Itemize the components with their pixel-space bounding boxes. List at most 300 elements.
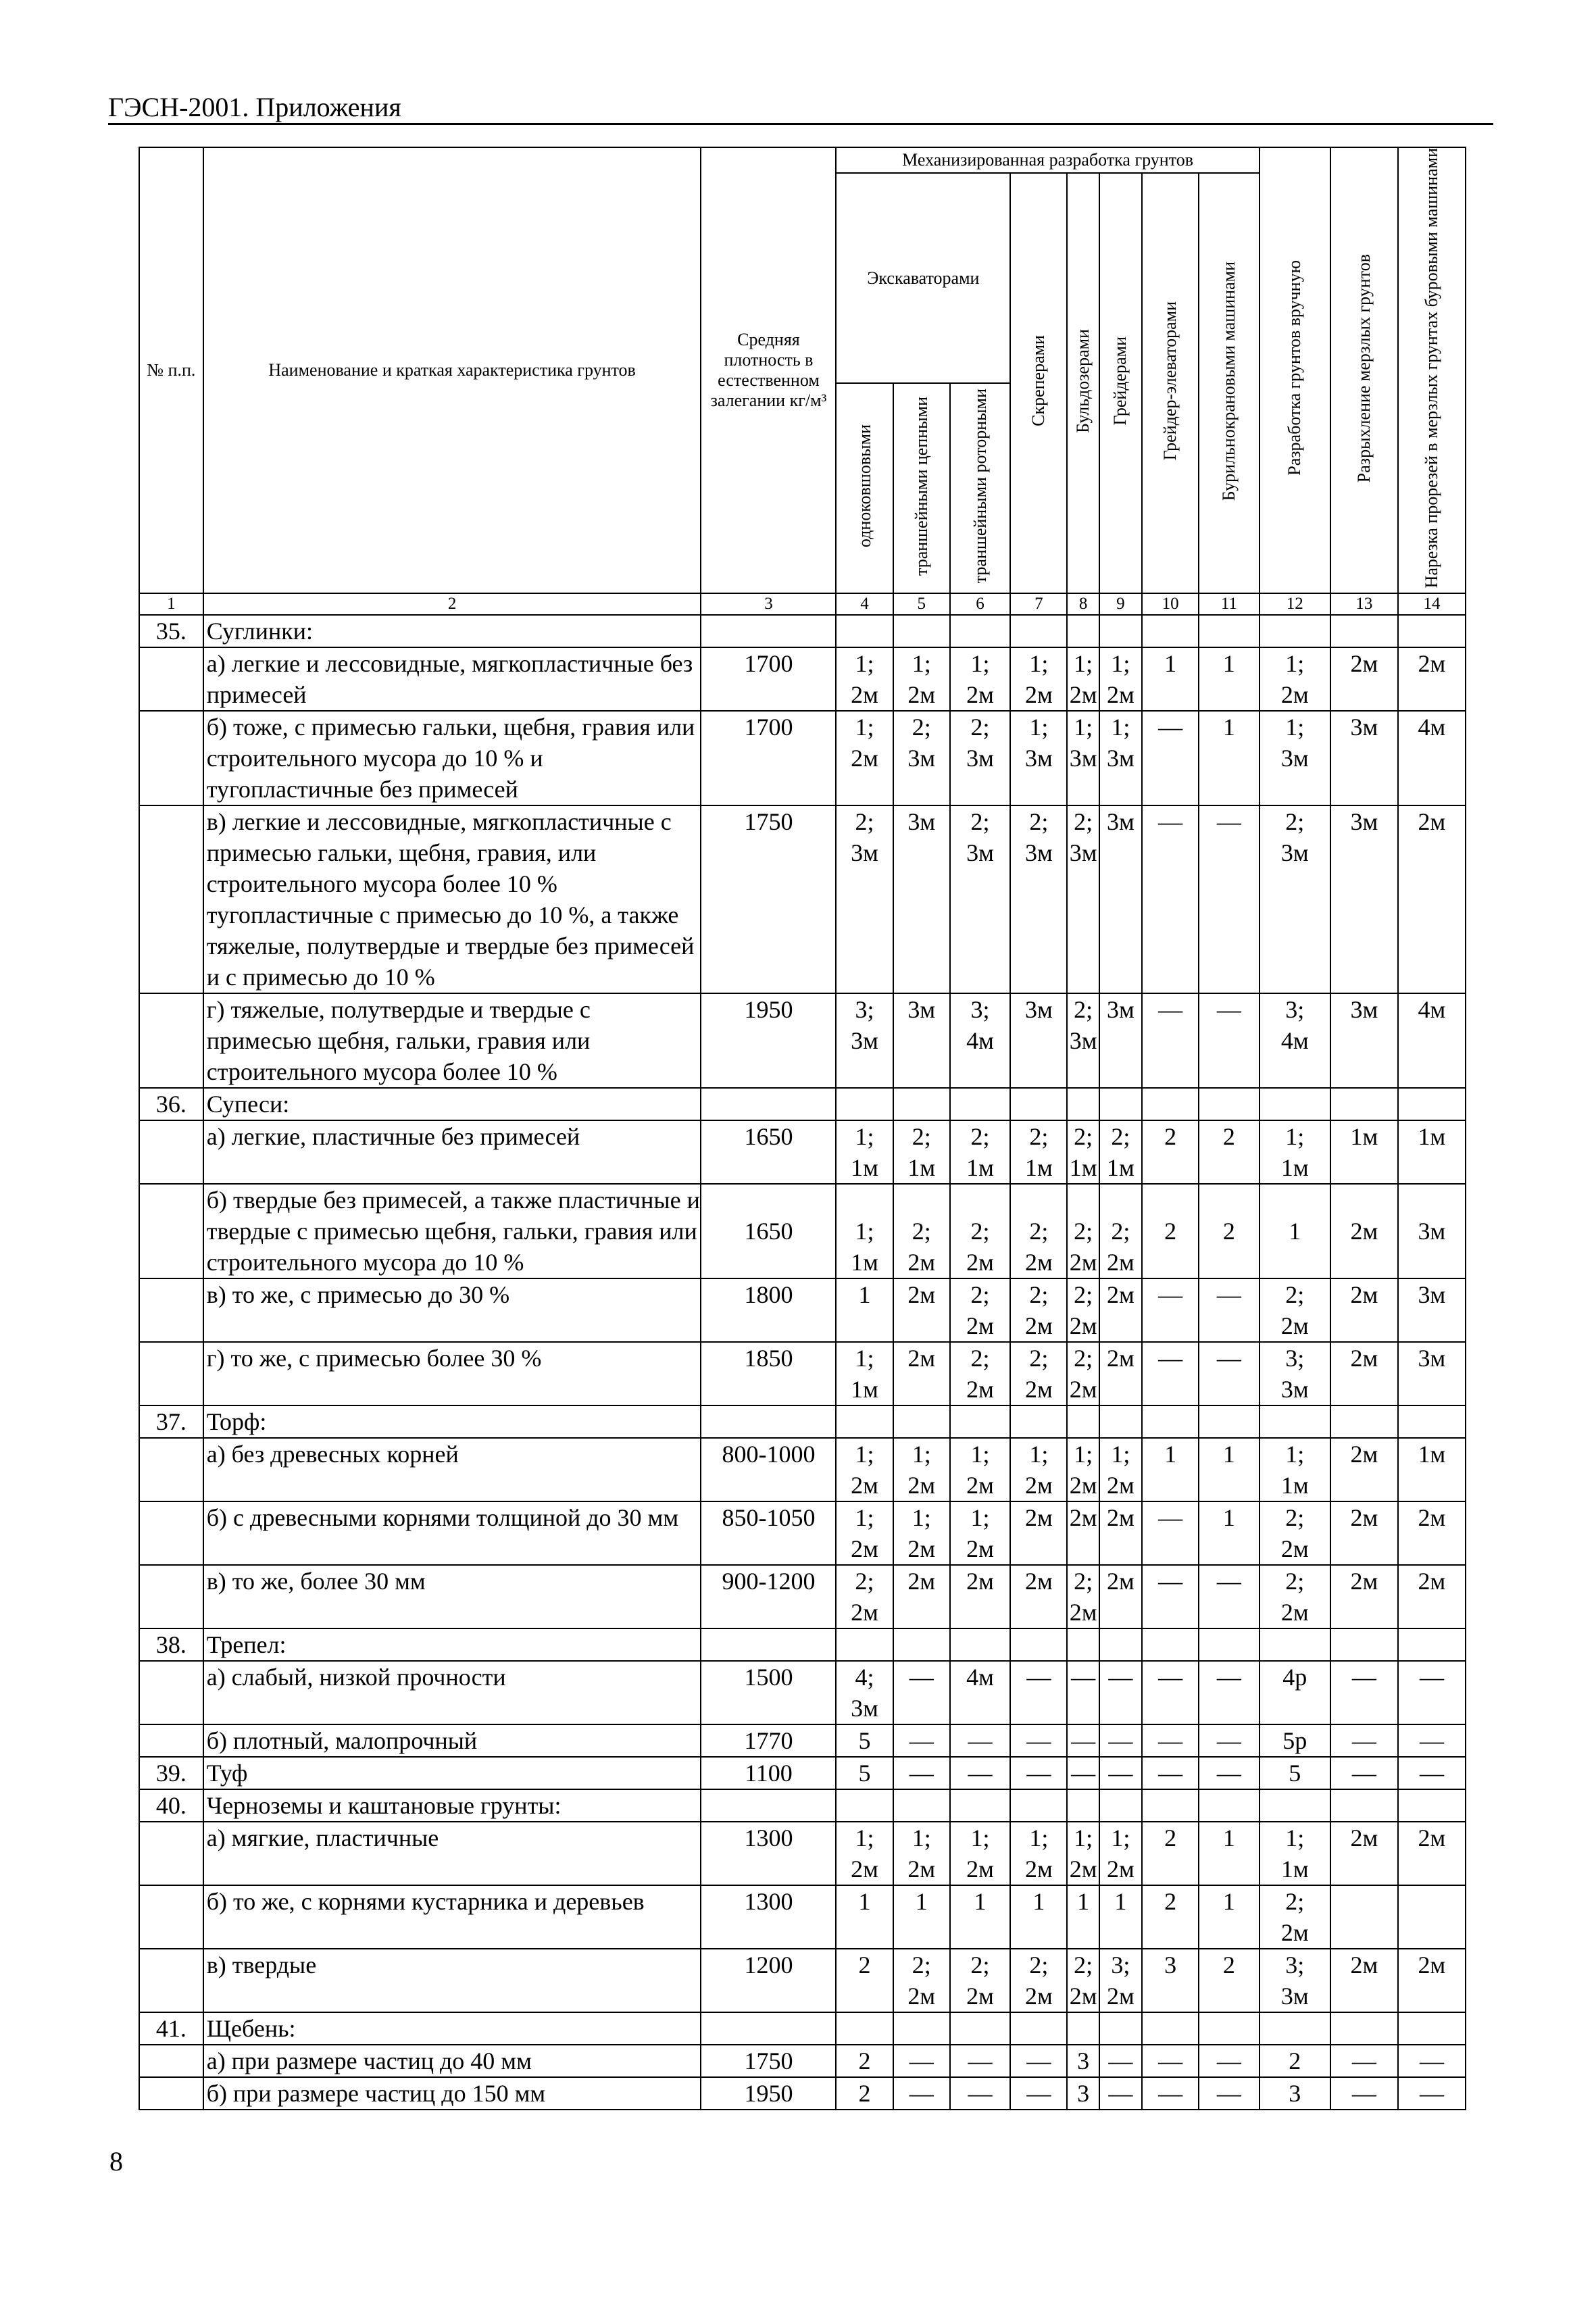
category-cell: 1; 3м: [1260, 711, 1330, 805]
category-cell: [1099, 1628, 1142, 1661]
category-cell: [1010, 1405, 1067, 1438]
category-cell: 3; 2м: [1099, 1949, 1142, 2012]
category-cell: —: [1330, 2077, 1398, 2110]
category-cell: [836, 1789, 893, 1822]
category-cell: [1398, 1628, 1466, 1661]
table-row: [139, 1342, 1466, 1405]
soil-description: Черноземы и каштановые грунты:: [203, 1789, 701, 1822]
category-cell: 3м: [1099, 993, 1142, 1088]
category-cell: [1260, 2012, 1330, 2045]
row-number: 39.: [139, 1757, 203, 1789]
category-cell: —: [1199, 2077, 1259, 2110]
category-cell: 3м: [1398, 1278, 1466, 1342]
category-cell: —: [893, 2077, 950, 2110]
row-number: [139, 1661, 203, 1724]
column-number: 11: [1199, 593, 1259, 615]
category-cell: 1; 2м: [1010, 1822, 1067, 1885]
category-cell: —: [1398, 1661, 1466, 1724]
category-cell: [836, 615, 893, 647]
density-value: 1500: [701, 1661, 836, 1724]
row-number: [139, 2045, 203, 2077]
row-number: [139, 1724, 203, 1757]
category-cell: 2; 2м: [893, 1184, 950, 1278]
category-cell: [1142, 2012, 1199, 2045]
soil-description: а) мягкие, пластичные: [203, 1822, 701, 1885]
column-number: 10: [1142, 593, 1199, 615]
category-cell: —: [1142, 1724, 1199, 1757]
category-cell: —: [1142, 1501, 1199, 1565]
category-cell: 1; 2м: [1010, 647, 1067, 711]
soil-description: б) твердые без примесей, а также пластичные и твердые с примесью щебня, гальки, гравия или строительного мусора до 10 %: [203, 1184, 701, 1278]
row-number: [139, 1438, 203, 1501]
category-cell: 2; 2м: [1010, 1949, 1067, 2012]
category-cell: [1099, 1088, 1142, 1120]
category-cell: [950, 1789, 1010, 1822]
density-value: 1650: [701, 1120, 836, 1184]
density-value: 1700: [701, 647, 836, 711]
density-value: [701, 615, 836, 647]
row-number: [139, 1120, 203, 1184]
category-cell: 1; 2м: [1067, 1822, 1099, 1885]
category-cell: 5р: [1260, 1724, 1330, 1757]
category-cell: 2; 2м: [950, 1278, 1010, 1342]
category-cell: 1; 2м: [836, 647, 893, 711]
category-cell: 4; 3м: [836, 1661, 893, 1724]
density-value: 1750: [701, 2045, 836, 2077]
category-cell: 3м: [893, 805, 950, 993]
category-cell: [1199, 2012, 1259, 2045]
category-cell: 1; 2м: [1067, 1438, 1099, 1501]
category-cell: —: [950, 1724, 1010, 1757]
density-value: 1300: [701, 1885, 836, 1949]
category-cell: 2; 2м: [1067, 1278, 1099, 1342]
category-cell: —: [1099, 2045, 1142, 2077]
category-cell: [1142, 615, 1199, 647]
category-cell: 2м: [1099, 1565, 1142, 1628]
category-cell: 3м: [893, 993, 950, 1088]
category-cell: 3м: [1398, 1342, 1466, 1405]
category-cell: 1м: [1330, 1120, 1398, 1184]
density-value: 1850: [701, 1342, 836, 1405]
category-cell: 1: [1199, 647, 1259, 711]
column-number: 9: [1099, 593, 1142, 615]
category-cell: 2м: [1330, 1949, 1398, 2012]
density-value: 900-1200: [701, 1565, 836, 1628]
density-value: 1650: [701, 1184, 836, 1278]
category-cell: 3м: [1330, 711, 1398, 805]
row-number: [139, 805, 203, 993]
category-cell: 1; 3м: [1067, 711, 1099, 805]
category-cell: 2м: [1398, 805, 1466, 993]
category-cell: 1; 2м: [836, 1822, 893, 1885]
category-cell: [1330, 615, 1398, 647]
category-cell: —: [1330, 1724, 1398, 1757]
soil-description: а) слабый, низкой прочности: [203, 1661, 701, 1724]
category-cell: 2; 2м: [1260, 1278, 1330, 1342]
column-number: 5: [893, 593, 950, 615]
category-cell: 5: [836, 1757, 893, 1789]
category-cell: 2м: [893, 1565, 950, 1628]
category-cell: 2; 1м: [893, 1120, 950, 1184]
category-cell: 2; 3м: [1067, 805, 1099, 993]
category-cell: 2; 3м: [836, 805, 893, 993]
table-row: [139, 1184, 1466, 1278]
category-cell: 2м: [1398, 1949, 1466, 2012]
column-number: 7: [1010, 593, 1067, 615]
category-cell: 1; 3м: [1010, 711, 1067, 805]
category-cell: 2м: [893, 1278, 950, 1342]
density-value: 1700: [701, 711, 836, 805]
category-cell: 2; 1м: [1010, 1120, 1067, 1184]
category-cell: 3: [1260, 2077, 1330, 2110]
soil-description: б) плотный, малопрочный: [203, 1724, 701, 1757]
category-cell: 3; 4м: [1260, 993, 1330, 1088]
category-cell: 2м: [1010, 1501, 1067, 1565]
category-cell: [1330, 1628, 1398, 1661]
category-cell: [1067, 1628, 1099, 1661]
category-cell: 2; 2м: [1010, 1278, 1067, 1342]
column-number: 8: [1067, 593, 1099, 615]
table-row: [139, 1724, 1466, 1757]
category-cell: 3м: [1010, 993, 1067, 1088]
row-number: [139, 1342, 203, 1405]
density-value: 1200: [701, 1949, 836, 2012]
header-bulldozers: Бульдозерами: [1073, 328, 1093, 433]
category-cell: [1199, 1789, 1259, 1822]
header-excavators: Экскаваторами: [836, 173, 1010, 383]
category-cell: 1: [1199, 1438, 1259, 1501]
category-cell: 1; 1м: [1260, 1438, 1330, 1501]
category-cell: [893, 1628, 950, 1661]
category-cell: [836, 1628, 893, 1661]
category-cell: —: [1142, 993, 1199, 1088]
category-cell: —: [950, 2077, 1010, 2110]
table-row: [139, 2045, 1466, 2077]
table-row: [139, 1501, 1466, 1565]
category-cell: [1398, 1789, 1466, 1822]
row-number: [139, 711, 203, 805]
header-boring-machines: Бурильнокрановыми машинами: [1218, 261, 1239, 501]
category-cell: 3: [1142, 1949, 1199, 2012]
category-cell: [1199, 1088, 1259, 1120]
table-row: [139, 711, 1466, 805]
category-cell: 2м: [1398, 1501, 1466, 1565]
soil-description: Трепел:: [203, 1628, 701, 1661]
category-cell: [1398, 1885, 1466, 1949]
category-cell: [1260, 1088, 1330, 1120]
category-cell: 2: [1260, 2045, 1330, 2077]
category-cell: —: [1010, 2077, 1067, 2110]
category-cell: [1010, 1789, 1067, 1822]
category-cell: —: [1099, 1661, 1142, 1724]
category-cell: 1; 3м: [1099, 711, 1142, 805]
category-cell: 3: [1067, 2077, 1099, 2110]
header-mechanized: Механизированная разработка грунтов: [836, 147, 1259, 173]
category-cell: [1330, 2012, 1398, 2045]
density-value: [701, 1628, 836, 1661]
category-cell: [836, 1405, 893, 1438]
category-cell: —: [1142, 1342, 1199, 1405]
category-cell: 2м: [1398, 647, 1466, 711]
density-value: [701, 1405, 836, 1438]
category-cell: [1067, 1405, 1099, 1438]
category-cell: 2; 3м: [1010, 805, 1067, 993]
category-cell: [1260, 1628, 1330, 1661]
category-cell: 4м: [1398, 993, 1466, 1088]
soil-description: г) то же, с примесью более 30 %: [203, 1342, 701, 1405]
category-cell: 1; 2м: [836, 1501, 893, 1565]
category-cell: [893, 1789, 950, 1822]
category-cell: 1; 2м: [950, 647, 1010, 711]
soil-description: а) легкие и лессовидные, мягкопластичные без примесей: [203, 647, 701, 711]
category-cell: —: [1199, 1724, 1259, 1757]
category-cell: 1; 1м: [836, 1342, 893, 1405]
category-cell: 3: [1067, 2045, 1099, 2077]
category-cell: 1; 1м: [836, 1120, 893, 1184]
category-cell: [893, 615, 950, 647]
category-cell: 2; 1м: [950, 1120, 1010, 1184]
row-number: [139, 993, 203, 1088]
category-cell: 3; 4м: [950, 993, 1010, 1088]
density-value: 800-1000: [701, 1438, 836, 1501]
category-cell: —: [893, 1757, 950, 1789]
category-cell: [1142, 1405, 1199, 1438]
category-cell: [1199, 615, 1259, 647]
soil-description: в) то же, более 30 мм: [203, 1565, 701, 1628]
category-cell: [1398, 1405, 1466, 1438]
category-cell: 2м: [1330, 1184, 1398, 1278]
category-cell: —: [893, 2045, 950, 2077]
category-cell: 3м: [1099, 805, 1142, 993]
category-cell: 2; 2м: [1010, 1342, 1067, 1405]
category-cell: [1260, 615, 1330, 647]
column-number: 6: [950, 593, 1010, 615]
category-cell: —: [1142, 1565, 1199, 1628]
category-cell: 1: [1199, 1885, 1259, 1949]
table-row: [139, 2077, 1466, 2110]
soil-description: б) при размере частиц до 150 мм: [203, 2077, 701, 2110]
category-cell: 1: [1142, 647, 1199, 711]
category-cell: 2м: [893, 1342, 950, 1405]
soil-description: в) то же, с примесью до 30 %: [203, 1278, 701, 1342]
category-cell: —: [1330, 2045, 1398, 2077]
table-row: [139, 1885, 1466, 1949]
category-cell: —: [1398, 2045, 1466, 2077]
category-cell: [1099, 1405, 1142, 1438]
row-number: [139, 647, 203, 711]
category-cell: 1: [836, 1885, 893, 1949]
category-cell: 3м: [1398, 1184, 1466, 1278]
category-cell: 2; 2м: [1067, 1949, 1099, 2012]
column-number: 12: [1260, 593, 1330, 615]
soil-classification-table: [139, 147, 1466, 2110]
soil-description: Щебень:: [203, 2012, 701, 2045]
category-cell: [1010, 1088, 1067, 1120]
category-cell: 2: [1199, 1120, 1259, 1184]
category-cell: —: [1010, 1757, 1067, 1789]
category-cell: 2; 2м: [1067, 1342, 1099, 1405]
category-cell: 2м: [1099, 1342, 1142, 1405]
table-row: [139, 615, 1466, 647]
soil-description: б) с древесными корнями толщиной до 30 мм: [203, 1501, 701, 1565]
category-cell: 2м: [1330, 647, 1398, 711]
category-cell: 2; 2м: [836, 1565, 893, 1628]
category-cell: 1: [836, 1278, 893, 1342]
density-value: 1800: [701, 1278, 836, 1342]
category-cell: 3; 3м: [1260, 1949, 1330, 2012]
category-cell: 1; 2м: [1260, 647, 1330, 711]
category-cell: [950, 2012, 1010, 2045]
category-cell: —: [1099, 2077, 1142, 2110]
table-row: [139, 1949, 1466, 2012]
category-cell: —: [1142, 1278, 1199, 1342]
category-cell: 1; 2м: [893, 647, 950, 711]
category-cell: —: [1067, 1757, 1099, 1789]
category-cell: 2м: [1010, 1565, 1067, 1628]
row-number: [139, 1949, 203, 2012]
header-excav-single: одноковшовыми: [854, 424, 874, 548]
category-cell: 1: [1199, 1501, 1259, 1565]
category-cell: 3; 3м: [1260, 1342, 1330, 1405]
soil-description: б) тоже, с примесью гальки, щебня, гравия или строительного мусора до 10 % и тугопластичные без примесей: [203, 711, 701, 805]
category-cell: 2: [1199, 1184, 1259, 1278]
category-cell: [893, 2012, 950, 2045]
category-cell: [1199, 1628, 1259, 1661]
density-value: 1950: [701, 993, 836, 1088]
density-value: 1770: [701, 1724, 836, 1757]
category-cell: 1; 2м: [950, 1438, 1010, 1501]
category-cell: 2: [1142, 1885, 1199, 1949]
soil-description: а) при размере частиц до 40 мм: [203, 2045, 701, 2077]
category-cell: [1099, 615, 1142, 647]
category-cell: —: [893, 1724, 950, 1757]
category-cell: 1м: [1398, 1438, 1466, 1501]
category-cell: [1398, 615, 1466, 647]
table-row: [139, 1628, 1466, 1661]
category-cell: 2; 2м: [1099, 1184, 1142, 1278]
soil-description: а) без древесных корней: [203, 1438, 701, 1501]
density-value: 1750: [701, 805, 836, 993]
table-row: [139, 993, 1466, 1088]
header-rule: [108, 123, 1493, 125]
category-cell: [1099, 2012, 1142, 2045]
category-cell: 5: [836, 1724, 893, 1757]
category-cell: —: [1398, 2077, 1466, 2110]
category-cell: 2; 2м: [950, 1342, 1010, 1405]
category-cell: 2м: [1398, 1565, 1466, 1628]
table-row: [139, 1661, 1466, 1724]
category-cell: [1010, 2012, 1067, 2045]
category-cell: 2; 3м: [1260, 805, 1330, 993]
column-number: 2: [203, 593, 701, 615]
page-number: 8: [109, 2146, 123, 2176]
category-cell: [1099, 1789, 1142, 1822]
header-no: № п.п.: [139, 147, 203, 593]
category-cell: 1; 2м: [1010, 1438, 1067, 1501]
category-cell: 2; 2м: [1260, 1501, 1330, 1565]
category-cell: 1; 2м: [836, 1438, 893, 1501]
category-cell: 1; 1м: [1260, 1822, 1330, 1885]
density-value: [701, 1789, 836, 1822]
category-cell: [1142, 1628, 1199, 1661]
category-cell: [1142, 1789, 1199, 1822]
row-number: [139, 1565, 203, 1628]
row-number: [139, 1822, 203, 1885]
category-cell: [1067, 615, 1099, 647]
category-cell: 2м: [1330, 1822, 1398, 1885]
header-manual: Разработка грунтов вручную: [1285, 260, 1305, 476]
row-number: [139, 1885, 203, 1949]
row-number: 37.: [139, 1405, 203, 1438]
category-cell: 1: [1010, 1885, 1067, 1949]
category-cell: 2: [836, 1949, 893, 2012]
category-cell: 2м: [1330, 1342, 1398, 1405]
category-cell: —: [1199, 1565, 1259, 1628]
soil-description: г) тяжелые, полутвердые и твердые с примесью щебня, гальки, гравия или строительного мусора более 10 %: [203, 993, 701, 1088]
category-cell: [950, 1628, 1010, 1661]
category-cell: 2: [1142, 1120, 1199, 1184]
category-cell: 3м: [1330, 993, 1398, 1088]
density-value: 850-1050: [701, 1501, 836, 1565]
soil-description: Туф: [203, 1757, 701, 1789]
category-cell: [1067, 1088, 1099, 1120]
table-row: [139, 1757, 1466, 1789]
category-cell: [1330, 1088, 1398, 1120]
category-cell: [1260, 1405, 1330, 1438]
density-value: 1300: [701, 1822, 836, 1885]
category-cell: 2м: [950, 1565, 1010, 1628]
category-cell: —: [1142, 805, 1199, 993]
category-cell: —: [1142, 1661, 1199, 1724]
column-number: 1: [139, 593, 203, 615]
header-cuts: Нарезка прорезей в мерзлых грунтах буровыми машинами: [1421, 148, 1441, 589]
category-cell: [1199, 1405, 1259, 1438]
header-excav-rotary: траншейными роторными: [970, 389, 990, 584]
category-cell: —: [1398, 1724, 1466, 1757]
category-cell: —: [1199, 1661, 1259, 1724]
category-cell: —: [1398, 1757, 1466, 1789]
category-cell: —: [1010, 1661, 1067, 1724]
category-cell: —: [1099, 1757, 1142, 1789]
category-cell: 1: [950, 1885, 1010, 1949]
category-cell: 2; 1м: [1067, 1120, 1099, 1184]
density-value: 1100: [701, 1757, 836, 1789]
category-cell: —: [1199, 1278, 1259, 1342]
soil-description: а) легкие, пластичные без примесей: [203, 1120, 701, 1184]
column-number-row: [139, 593, 1466, 615]
category-cell: 2м: [1398, 1822, 1466, 1885]
category-cell: 2; 2м: [893, 1949, 950, 2012]
category-cell: 1: [1142, 1438, 1199, 1501]
soil-description: в) твердые: [203, 1949, 701, 2012]
category-cell: 1; 2м: [893, 1438, 950, 1501]
soil-description: в) легкие и лессовидные, мягкопластичные с примесью гальки, щебня, гравия, или строительного мусора более 10 % тугопластичные с примесью до 10 %, а также тяжелые, полутвердые и твердые без примесей и с примесью до 10 %: [203, 805, 701, 993]
category-cell: [1330, 1789, 1398, 1822]
table-row: [139, 647, 1466, 711]
row-number: 36.: [139, 1088, 203, 1120]
category-cell: —: [1067, 1661, 1099, 1724]
table-row: [139, 1789, 1466, 1822]
category-cell: —: [1199, 1757, 1259, 1789]
category-cell: 2; 1м: [1099, 1120, 1142, 1184]
category-cell: —: [950, 1757, 1010, 1789]
column-number: 3: [701, 593, 836, 615]
category-cell: 2; 2м: [1067, 1565, 1099, 1628]
category-cell: 2м: [1067, 1501, 1099, 1565]
category-cell: 2м: [1330, 1501, 1398, 1565]
category-cell: 1: [1099, 1885, 1142, 1949]
category-cell: —: [1330, 1757, 1398, 1789]
